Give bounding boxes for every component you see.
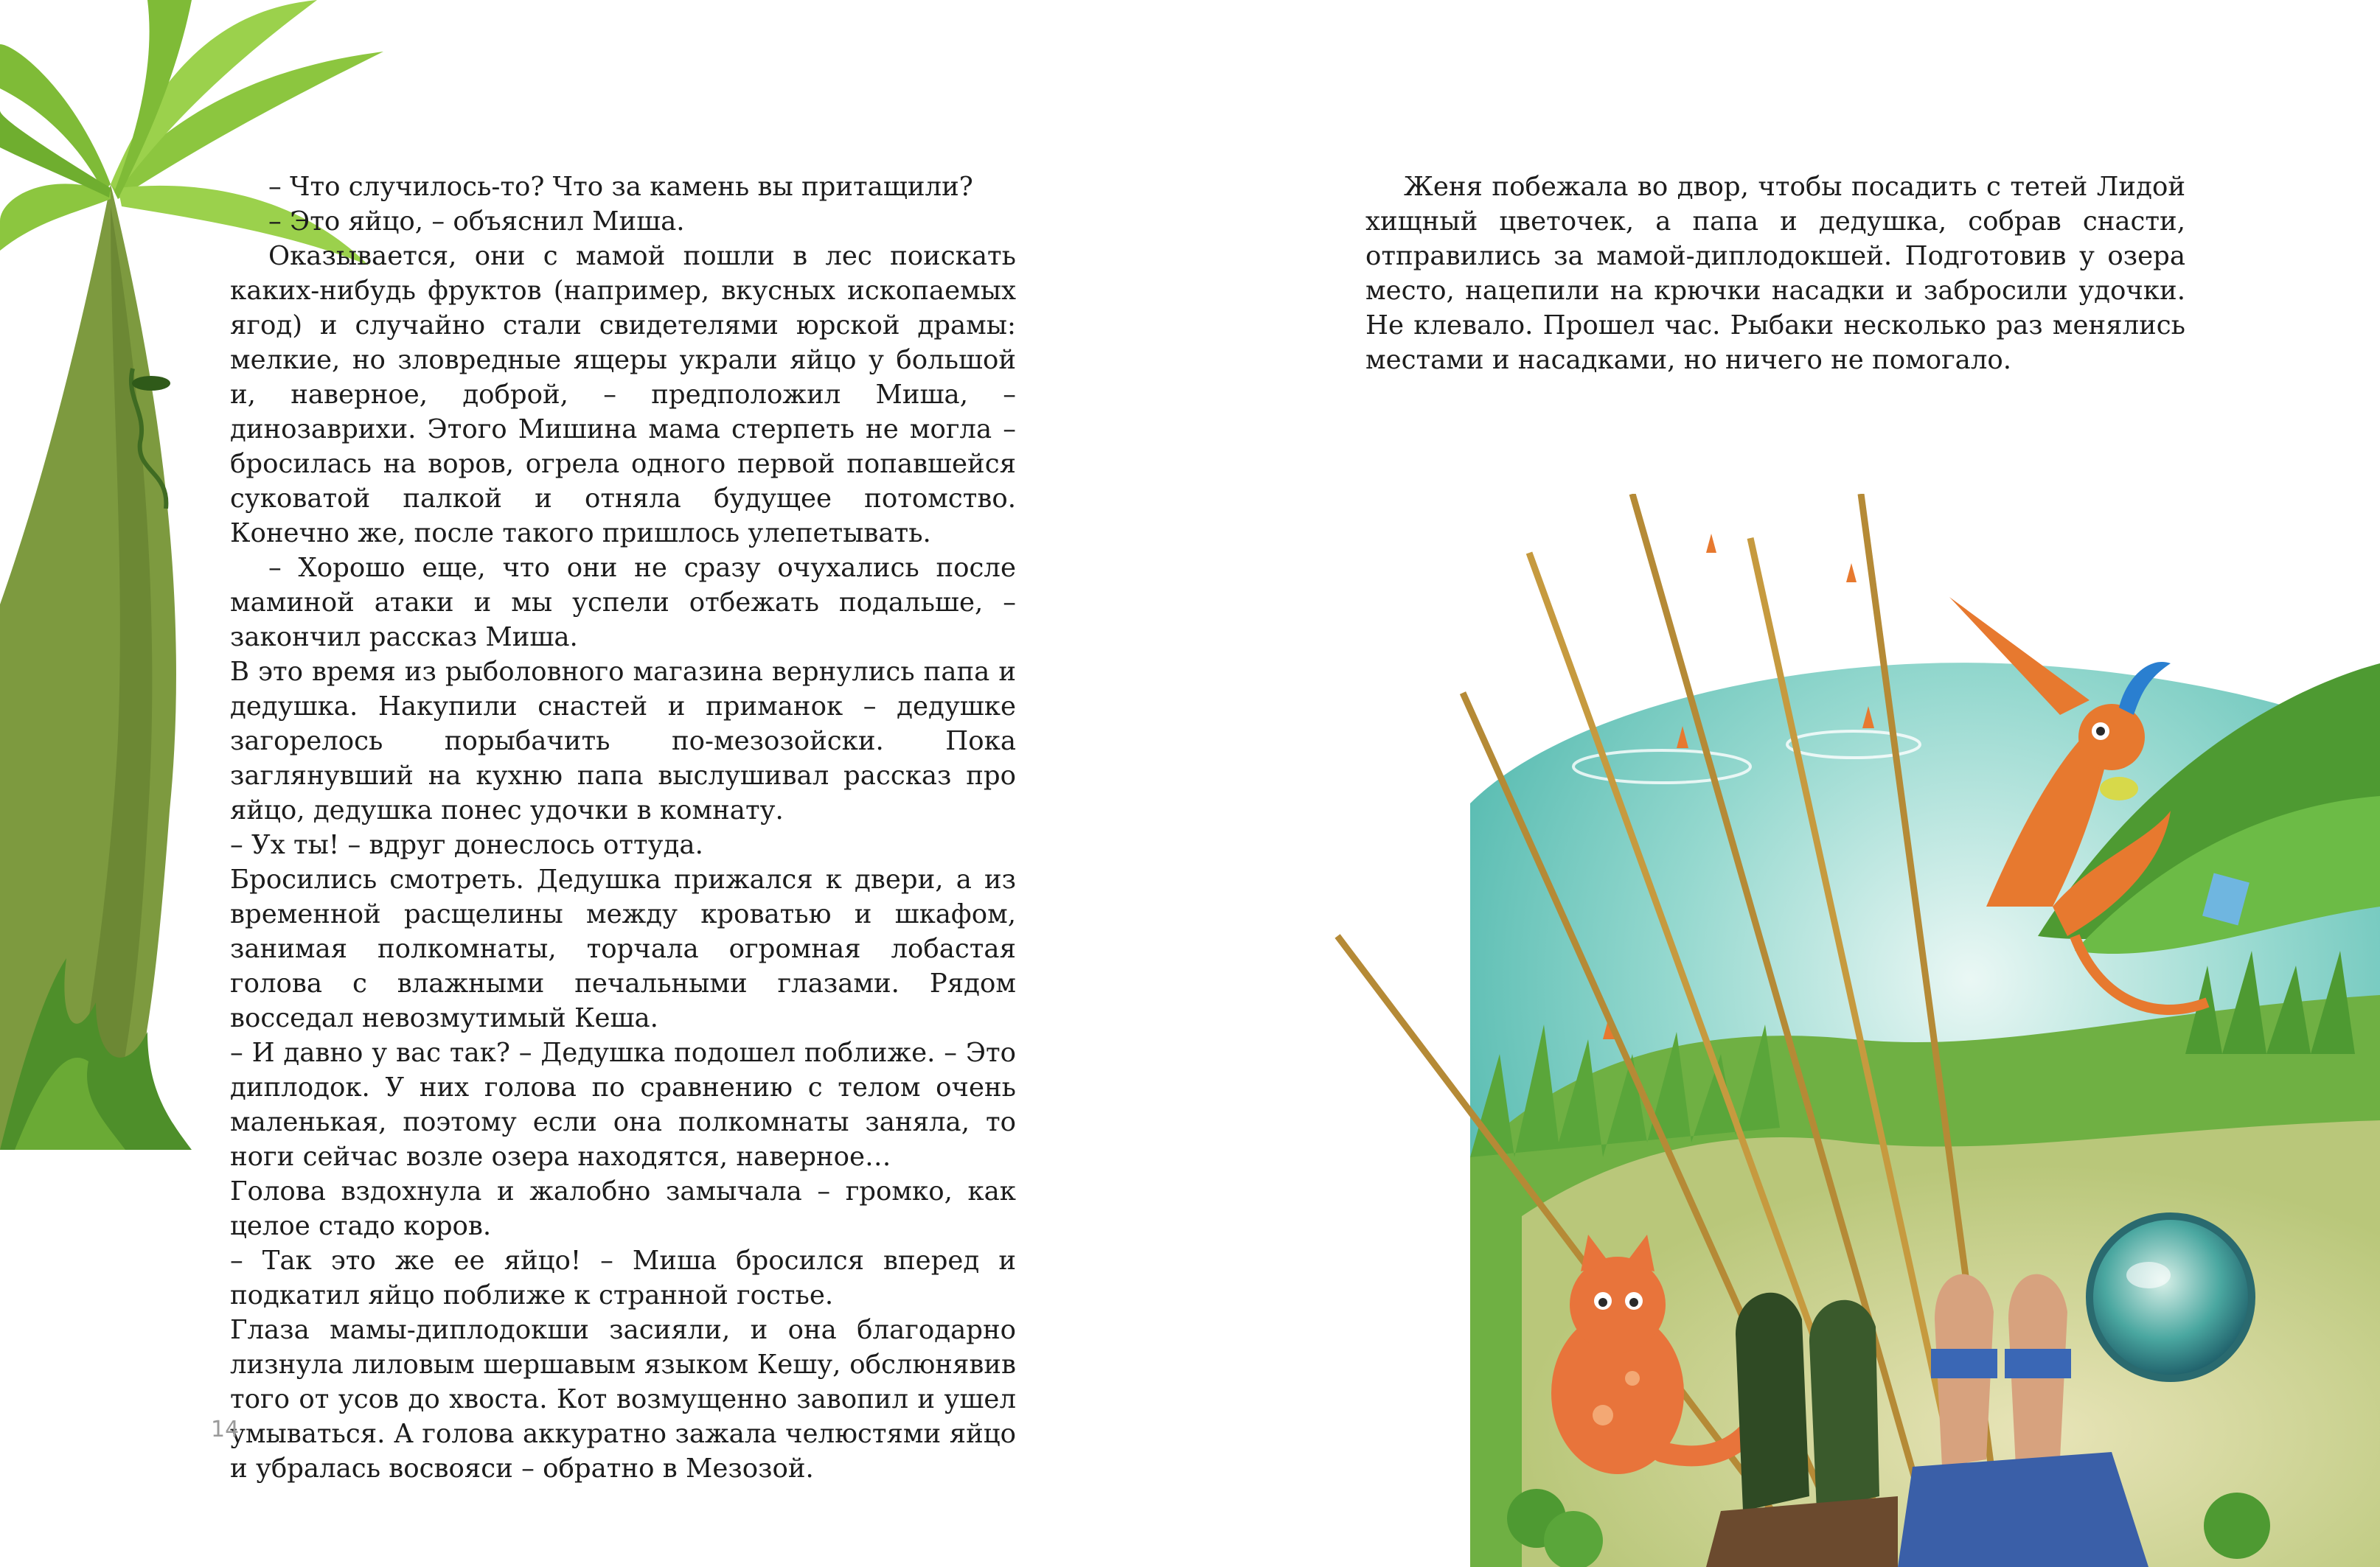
paragraph: – Это яйцо, – объяснил Миша.	[268, 206, 685, 237]
paragraph: Женя побежала во двор, чтобы посадить с тетей Лидой хищный цветочек, а папа и дедушка, собрав снасти, отправились за мамой-диплодокшей. Подготовив у озера место, нацепили на крючки насадки и забросили удочки. Не клевало. Прошел час. Рыбаки несколько раз менялись местами и насадками, но ничего не помогало.	[1365, 172, 2185, 375]
paragraph: – Что случилось-то? Что за камень вы притащили?	[268, 172, 973, 202]
right-page	[1190, 0, 2380, 1567]
left-page-text	[230, 170, 1016, 1486]
fishing-scene-illustration	[1190, 494, 2380, 1567]
paragraph: Голова вздохнула и жалобно замычала – громко, как целое стадо коров.	[230, 1176, 1016, 1241]
paragraph: – Ух ты! – вдруг донеслось оттуда.	[230, 830, 703, 860]
paragraph: – Так это же ее яйцо! – Миша бросился вперед и подкатил яйцо поближе к странной гостье.	[230, 1246, 1016, 1311]
paragraph: В это время из рыболовного магазина вернулись папа и дедушка. Накупили снастей и приманок – дедушке загорелось порыбачить по-мезозойски. Пока заглянувший на кухню папа выслушивал рассказ про яйцо, дедушка понес удочки в комнату.	[230, 657, 1016, 826]
paragraph: – И давно у вас так? – Дедушка подошел поближе. – Это диплодок. У них голова по сравнению с телом очень маленькая, поэтому если она полкомнаты заняла, то ноги сейчас возле озера находятся, наверное…	[230, 1038, 1016, 1172]
paragraph: – Хорошо еще, что они не сразу очухались после маминой атаки и мы успели отбежать подальше, – закончил рассказ Миша.	[230, 553, 1016, 652]
paragraph: Бросились смотреть. Дедушка прижался к двери, а из временной расщелины между кроватью и шкафом, занимая полкомнаты, торчала огромная лобастая голова с влажными печальными глазами. Рядом восседал невозмутимый Кеша.	[230, 865, 1016, 1033]
page-number: 14	[211, 1417, 240, 1442]
paragraph: Оказывается, они с мамой пошли в лес поискать каких-нибудь фруктов (например, вкусных ископаемых ягод) и случайно стали свидетелями юрской драмы: мелкие, но зловредные ящеры украли яйцо у большой и, наверное, доброй, – предположил Миша, – динозаврихи. Этого Мишина мама стерпеть не могла – бросилась на воров, огрела одного первой попавшейся суковатой палкой и отняла будущее потомство. Конечно же, после такого пришлось улепетывать.	[230, 241, 1016, 548]
right-page-text	[1365, 170, 2185, 377]
paragraph: Глаза мамы-диплодокши засияли, и она благодарно лизнула лиловым шершавым языком Кешу, обслюнявив того от усов до хвоста. Кот возмущенно завопил и ушел умываться. А голова аккуратно зажала челюстями яйцо и убралась восвояси – обратно в Мезозой.	[230, 1315, 1016, 1484]
